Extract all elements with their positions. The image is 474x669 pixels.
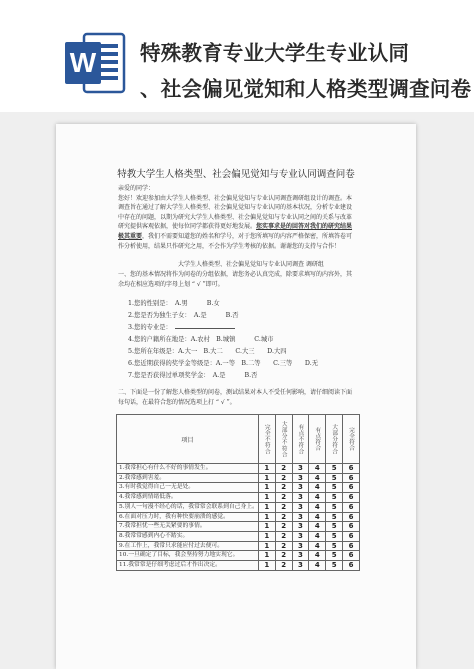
scale-option[interactable]: 4	[309, 551, 326, 561]
document-title: 特教大学生人格类型、社会偏见觉知与专业认同调查问卷	[117, 169, 355, 180]
personality-scale-table	[116, 414, 360, 571]
header	[0, 0, 474, 112]
scale-option[interactable]: 5	[326, 541, 343, 551]
scale-option[interactable]: 1	[258, 502, 275, 512]
column-header: 完全符合	[343, 415, 360, 464]
statement-cell: 1.我常担心有什么不好的事情发生。	[117, 464, 259, 474]
statement-cell: 11.我常常是仔细考虑过后才作出决定。	[117, 561, 259, 571]
greeting: 亲爱的同学：	[118, 185, 155, 192]
scale-option[interactable]: 2	[275, 541, 292, 551]
statement-cell: 4.我常感到情绪低落。	[117, 493, 259, 503]
question-2: 2.您是否为独生子女： A.是 B.否	[128, 312, 239, 319]
question-6: 6.您近期获得的奖学金等级是：A.一等 B.二等 C.三等 D.无	[128, 360, 319, 367]
intro-text	[118, 194, 356, 252]
intro-paragraph	[118, 184, 356, 251]
scale-option[interactable]: 2	[275, 473, 292, 483]
table-row	[117, 531, 360, 541]
scale-option[interactable]: 3	[292, 473, 309, 483]
statement-cell: 6.在面对压力时，我有种快要崩溃的感觉。	[117, 512, 259, 522]
scale-option[interactable]: 4	[309, 464, 326, 474]
scale-option[interactable]: 2	[275, 512, 292, 522]
table-row	[117, 464, 360, 474]
scale-option[interactable]: 1	[258, 551, 275, 561]
question-4: 4.您的户籍所在地是：A.农村 B.城镇 C.城市	[128, 336, 274, 343]
scale-option[interactable]: 4	[309, 512, 326, 522]
scale-option[interactable]: 1	[258, 464, 275, 474]
page-title-line-1: 特殊教育专业大学生专业认同	[140, 41, 410, 65]
scale-option[interactable]: 2	[275, 561, 292, 571]
scale-option[interactable]: 6	[343, 512, 360, 522]
scale-option[interactable]: 2	[275, 551, 292, 561]
table-row	[117, 502, 360, 512]
scale-option[interactable]: 4	[309, 541, 326, 551]
table-row	[117, 473, 360, 483]
scale-option[interactable]: 3	[292, 502, 309, 512]
statement-cell: 7.我常担忧一些无关紧要的事情。	[117, 522, 259, 532]
column-header: 完全不符合	[258, 415, 275, 464]
scale-option[interactable]: 2	[275, 483, 292, 493]
statement-cell: 3.有时我觉得自己一无是处。	[117, 483, 259, 493]
scale-option[interactable]: 6	[343, 522, 360, 532]
svg-text:W: W	[69, 47, 97, 78]
scale-option[interactable]: 5	[326, 522, 343, 532]
scale-option[interactable]: 6	[343, 473, 360, 483]
scale-option[interactable]: 1	[258, 473, 275, 483]
scale-option[interactable]: 3	[292, 464, 309, 474]
table-row	[117, 483, 360, 493]
scale-option[interactable]: 5	[326, 512, 343, 522]
scale-option[interactable]: 3	[292, 512, 309, 522]
page-title-line-2: 、社会偏见觉知和人格类型调查问卷	[140, 77, 472, 101]
research-group-line: 大学生人格类型、社会偏见觉知与专业认同调查 调研组	[178, 261, 324, 268]
scale-option[interactable]: 5	[326, 551, 343, 561]
statement-cell: 2.我常感到害羞。	[117, 473, 259, 483]
statement-cell: 9.在工作上，我常只求能应付过去便可。	[117, 541, 259, 551]
scale-option[interactable]: 6	[343, 493, 360, 503]
scale-option[interactable]: 4	[309, 531, 326, 541]
scale-option[interactable]: 5	[326, 473, 343, 483]
scale-option[interactable]: 3	[292, 522, 309, 532]
scale-option[interactable]: 2	[275, 502, 292, 512]
scale-option[interactable]: 6	[343, 464, 360, 474]
scale-option[interactable]: 3	[292, 483, 309, 493]
scale-option[interactable]: 2	[275, 531, 292, 541]
scale-option[interactable]: 6	[343, 541, 360, 551]
scale-option[interactable]: 4	[309, 561, 326, 571]
item-column-header: 项目	[117, 415, 259, 464]
scale-option[interactable]: 3	[292, 561, 309, 571]
column-header: 有点符合	[309, 415, 326, 464]
scale-option[interactable]: 5	[326, 531, 343, 541]
scale-option[interactable]: 5	[326, 483, 343, 493]
scale-option[interactable]: 2	[275, 522, 292, 532]
section-2-intro: 二、下面是一份了解您人格类型的问卷，测试结果对本人不受任何影响，请仔细阅读下面每句话，在最符合您的情况选项上打 “ √ ”。	[118, 389, 353, 406]
section-1-intro: 一、您的基本情况将作为问卷的分组依据，请您务必认真完成，除要求填写的内容外，其余均在相应选项的字母上划 “ √ ”即可。	[118, 271, 353, 288]
statement-cell: 8.我常常感到内心不踏实。	[117, 531, 259, 541]
statement-cell: 5.别人一句漫不经心的话，我常常会联系到自己身上。	[117, 502, 259, 512]
scale-option[interactable]: 5	[326, 493, 343, 503]
scale-option[interactable]: 2	[275, 493, 292, 503]
scale-option[interactable]: 4	[309, 502, 326, 512]
table-header-row	[117, 415, 360, 464]
scale-option[interactable]: 1	[258, 493, 275, 503]
scale-option[interactable]: 3	[292, 531, 309, 541]
scale-option[interactable]: 6	[343, 561, 360, 571]
scale-option[interactable]: 5	[326, 502, 343, 512]
table-row	[117, 561, 360, 571]
scale-option[interactable]: 6	[343, 502, 360, 512]
table-row	[117, 551, 360, 561]
scale-option[interactable]: 1	[258, 541, 275, 551]
scale-option[interactable]: 5	[326, 464, 343, 474]
scale-option[interactable]: 1	[258, 512, 275, 522]
scale-option[interactable]: 2	[275, 464, 292, 474]
table-row	[117, 512, 360, 522]
scale-option[interactable]: 3	[292, 541, 309, 551]
scale-option[interactable]: 1	[258, 522, 275, 532]
scale-option[interactable]: 1	[258, 531, 275, 541]
intro-text-c: ，我们不需要知道您的姓名和学号，对于您所填写的内容严格保密，所填答卷可作分析使用，结果只作研究之用，不会作为学生考核的依据。谢谢您的支持与合作！	[118, 232, 353, 250]
scale-option[interactable]: 3	[292, 493, 309, 503]
table-row	[117, 541, 360, 551]
scale-option[interactable]: 1	[258, 483, 275, 493]
scale-option[interactable]: 4	[309, 473, 326, 483]
scale-option[interactable]: 6	[343, 483, 360, 493]
scale-option[interactable]: 4	[309, 522, 326, 532]
scale-option[interactable]: 6	[343, 531, 360, 541]
question-5: 5.您所在年级是：A.大一 B.大二 C.大三 D.大四	[128, 348, 287, 355]
document-page	[56, 124, 416, 669]
word-document-icon	[62, 30, 128, 96]
table-row	[117, 493, 360, 503]
scale-option[interactable]: 5	[326, 561, 343, 571]
column-header: 大部分不符合	[275, 415, 292, 464]
table-row	[117, 522, 360, 532]
column-header: 大部分符合	[326, 415, 343, 464]
question-3: 3.您的专业是：	[128, 322, 235, 331]
column-header: 有点不符合	[292, 415, 309, 464]
statement-cell: 10.一旦确定了目标，我会坚持努力地实现它。	[117, 551, 259, 561]
question-7: 7.您是否获得过单项奖学金： A.是 B.否	[128, 372, 258, 379]
scale-option[interactable]: 6	[343, 551, 360, 561]
major-answer-blank	[175, 322, 235, 329]
scale-option[interactable]: 4	[309, 483, 326, 493]
intro-text-a: 您好！欢迎参加由大学生人格类型、社会偏见觉知与专业认同调查调研组设计的调查。本调查旨在通过了解大学生人格类型、社会偏见觉知与专业认同的基本状况，分析专业建设中存在的问题，以期为研究大学生人格类型、社会偏见觉知与专业认同之间的关系与改革研究提供客观依据，使每位同学都获得更好地发展。	[118, 194, 353, 231]
intro-text-emphasis: 您实事求是的回答对我们的研究结果极其重要	[118, 223, 353, 240]
scale-option[interactable]: 4	[309, 493, 326, 503]
scale-option[interactable]: 1	[258, 561, 275, 571]
question-1: 1.您的性别是： A.男 B.女	[128, 300, 220, 307]
scale-option[interactable]: 3	[292, 551, 309, 561]
